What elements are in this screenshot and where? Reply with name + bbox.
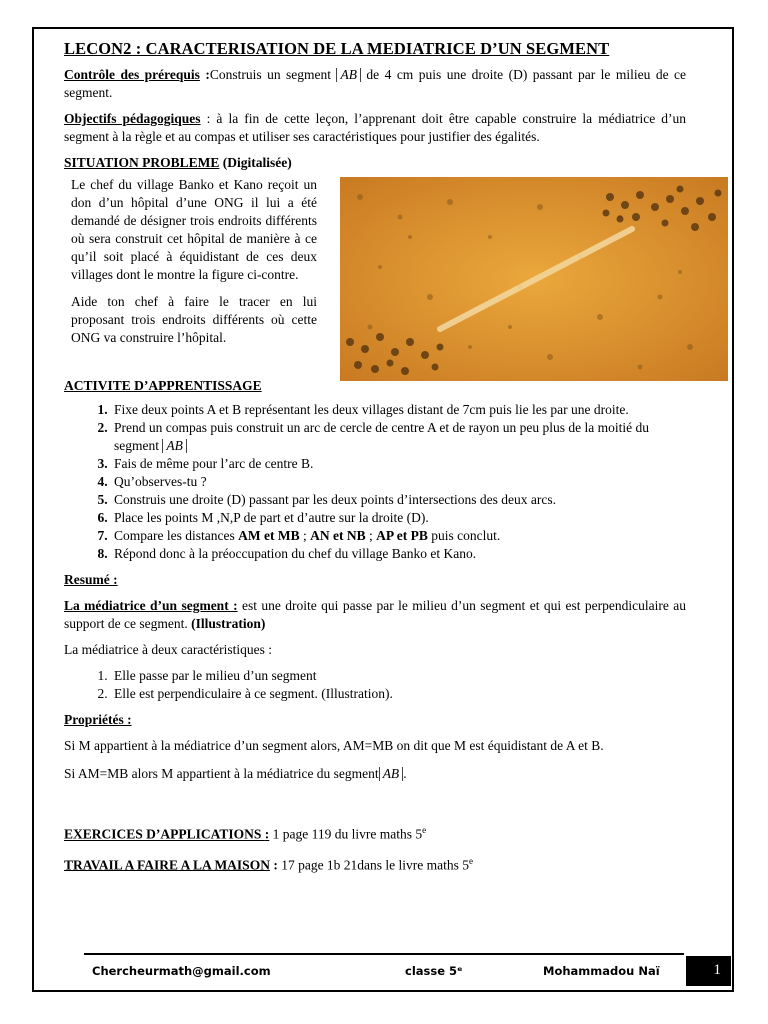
list-item: 6. Place les points M ,N,P de part et d’autre sur la droite (D). xyxy=(111,509,686,527)
list-item: 1. Elle passe par le milieu d’un segment xyxy=(111,667,686,685)
propriete-2: Si AM=MB alors M appartient à la médiatrice du segment AB . xyxy=(64,766,407,781)
document-body xyxy=(64,40,686,882)
situation-heading: SITUATION PROBLEME (Digitalisée) xyxy=(64,155,292,170)
caracteristiques-list xyxy=(64,667,686,703)
activite-heading: ACTIVITE D’APPRENTISSAGE xyxy=(64,378,262,393)
page-number: 1 xyxy=(686,956,731,986)
list-item: 2. Prend un compas puis construit un arc de cercle de centre A et de rayon un peu plus de la moitié du segment AB xyxy=(111,419,686,455)
activite-steps xyxy=(64,401,686,563)
definition-label: La médiatrice d’un segment : xyxy=(64,598,238,613)
list-item: 4. Qu’observes-tu ? xyxy=(111,473,686,491)
travail-line: TRAVAIL A FAIRE A LA MAISON : 17 page 1b 21dans le livre maths 5e xyxy=(64,855,474,872)
list-item: 8. Répond donc à la préoccupation du chef du village Banko et Kano. xyxy=(111,545,686,563)
footer-classe: classe 5ᵉ xyxy=(405,964,463,978)
list-item: 5. Construis une droite (D) passant par les deux points d’intersections des deux arcs. xyxy=(111,491,686,509)
objectifs-paragraph: Objectifs pédagogiques : à la fin de cette leçon, l’apprenant doit être capable construire la médiatrice d’un segment à la règle et au compas et utiliser ses caractéristiques pour justifier des égalités. xyxy=(64,111,686,144)
footer-author: Mohammadou Naï xyxy=(543,964,660,978)
list-item: 3. Fais de même pour l’arc de centre B. xyxy=(111,455,686,473)
definition-paragraph: La médiatrice d’un segment : est une droite qui passe par le milieu d’un segment et qui est perpendiculaire au support de ce segment. (Illustration) xyxy=(64,598,686,631)
segment-notation: AB xyxy=(379,767,404,781)
situation-paragraph-2: Aide ton chef à faire le tracer en lui proposant trois endroits différents où cette ONG va construire l’hôpital. xyxy=(71,294,317,345)
situation-block xyxy=(64,176,686,381)
caracteristiques-intro: La médiatrice à deux caractéristiques : xyxy=(64,642,273,657)
prerequis-paragraph: Contrôle des prérequis :Construis un segment AB de 4 cm puis une droite (D) passant par le milieu de ce segment. xyxy=(64,67,687,100)
exercices-line: EXERCICES D’APPLICATIONS : 1 page 119 du livre maths 5e xyxy=(64,825,427,842)
objectifs-label: Objectifs pédagogiques xyxy=(64,111,201,126)
segment-notation: AB xyxy=(162,439,187,453)
aerial-photo-drawing xyxy=(340,177,728,381)
footer-rule xyxy=(84,953,684,955)
list-item: 2. Elle est perpendiculaire à ce segment. (Illustration). xyxy=(111,685,686,703)
resume-heading: Resumé : xyxy=(64,572,118,587)
footer-email: Chercheurmath@gmail.com xyxy=(92,964,271,978)
page-footer xyxy=(84,956,732,986)
lesson-title: LECON2 : CARACTERISATION DE LA MEDIATRICE D’UN SEGMENT xyxy=(64,39,610,58)
segment-notation: AB xyxy=(336,68,361,82)
list-item: 7. Compare les distances AM et MB ; AN et NB ; AP et PB puis conclut. xyxy=(111,527,686,545)
proprietes-heading: Propriétés : xyxy=(64,712,132,727)
propriete-1: Si M appartient à la médiatrice d’un segment alors, AM=MB on dit que M est équidistant de A et B. xyxy=(64,738,604,753)
situation-paragraph-1: Le chef du village Banko et Kano reçoit un don d’un hôpital d’une ONG il lui a été demandé de désigner trois endroits différents où sera construit cet hôpital de manière à ce qu’il soit placé à équidistant de ces deux villages dont le montre la figure ci-contre. xyxy=(71,177,317,282)
aerial-villages-photo xyxy=(340,177,728,381)
situation-text xyxy=(64,176,317,381)
list-item: 1. Fixe deux points A et B représentant les deux villages distant de 7cm puis lie les par une droite. xyxy=(111,401,686,419)
prerequis-label: Contrôle des prérequis xyxy=(64,67,200,82)
